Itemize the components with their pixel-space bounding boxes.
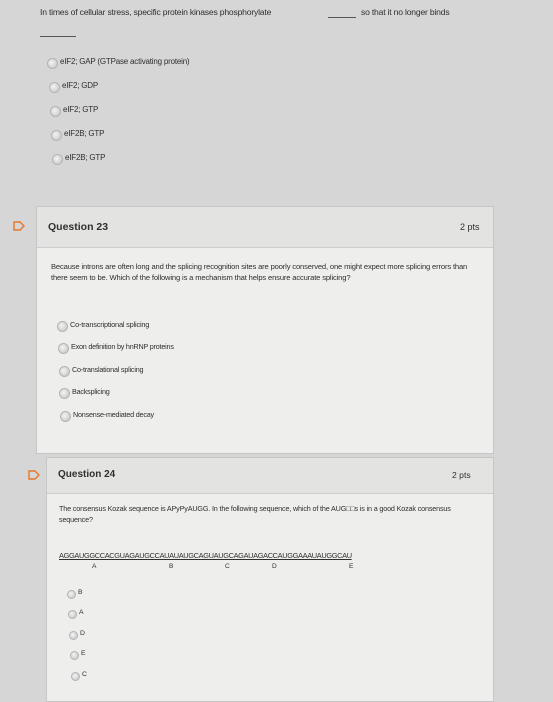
q24-option-3-label[interactable]: D [80, 630, 85, 637]
q22-option-4-label[interactable]: eIF2B; GTP [64, 129, 105, 138]
q22-prompt-part2: so that it no longer binds [361, 7, 450, 17]
q24-points: 2 pts [452, 470, 471, 480]
q24-question-text: The consensus Kozak sequence is APyPyAUGG. In the following sequence, which of the AUG□□s is in a good Kozak consensus sequence? [59, 504, 451, 524]
q24-marker-d: D [272, 563, 277, 570]
q23-option-4-label[interactable]: Backsplicing [72, 387, 110, 396]
q24-title: Question 24 [58, 469, 116, 480]
q23-option-5-label[interactable]: Nonsense-mediated decay [73, 410, 154, 419]
q22-option-4-radio[interactable] [51, 130, 62, 141]
q23-points: 2 pts [460, 222, 480, 232]
q22-option-3-label[interactable]: eIF2; GTP [63, 105, 99, 114]
q24-flag-icon[interactable] [28, 470, 40, 480]
q24-option-2-radio[interactable] [68, 610, 77, 619]
q24-sequence: AGGAUGGCCACGUAGAUGCCAUAUAUGCAGUAUGCAGAUAGACCAUGGAAAUAUGGCAU [59, 551, 352, 560]
q22-option-5-label[interactable]: eIF2B; GTP [65, 153, 106, 162]
q24-marker-b: B [169, 563, 174, 570]
q23-panel [36, 206, 494, 454]
q22-option-1-radio[interactable] [47, 58, 58, 69]
q22-option-2-label[interactable]: eIF2; GDP [62, 81, 98, 90]
q23-option-3-label[interactable]: Co-translational splicing [72, 365, 144, 374]
q23-option-3-radio[interactable] [59, 366, 70, 377]
q24-marker-c: C [225, 563, 230, 570]
q23-option-5-radio[interactable] [60, 411, 71, 422]
q23-question-text: Because introns are often long and the splicing recognition sites are poorly conserved, one might expect more splicing errors than there seem to be. Which of the following is a mechanism that helps ensure accurate splicing? [51, 262, 468, 282]
q23-option-1-radio[interactable] [57, 321, 68, 332]
q22-blank-2 [40, 36, 76, 37]
q24-option-2-label[interactable]: A [79, 609, 84, 616]
q23-option-4-radio[interactable] [59, 388, 70, 399]
q22-prompt-part1: In times of cellular stress, specific protein kinases phosphorylate [40, 7, 272, 17]
q24-option-1-radio[interactable] [67, 590, 76, 599]
q22-option-1-label[interactable]: eIF2; GAP (GTPase activating protein) [60, 57, 190, 66]
q24-option-4-radio[interactable] [70, 651, 79, 660]
q24-panel [46, 457, 494, 702]
q23-title: Question 23 [48, 221, 109, 233]
q24-option-4-label[interactable]: E [81, 650, 86, 657]
q23-option-1-label[interactable]: Co-transcriptional splicing [70, 320, 150, 329]
q22-option-3-radio[interactable] [50, 106, 61, 117]
q24-option-3-radio[interactable] [69, 631, 78, 640]
q23-option-2-label[interactable]: Exon definition by hnRNP proteins [71, 342, 174, 351]
q24-marker-e: E [349, 563, 354, 570]
q24-option-5-radio[interactable] [71, 672, 80, 681]
q24-marker-a: A [92, 563, 97, 570]
q22-option-2-radio[interactable] [49, 82, 60, 93]
q22-option-5-radio[interactable] [52, 154, 63, 165]
q23-option-2-radio[interactable] [58, 343, 69, 354]
q23-flag-icon[interactable] [13, 221, 25, 231]
q22-blank-1 [328, 17, 356, 18]
q24-option-1-label[interactable]: B [78, 589, 83, 596]
q24-option-5-label[interactable]: C [82, 671, 87, 678]
